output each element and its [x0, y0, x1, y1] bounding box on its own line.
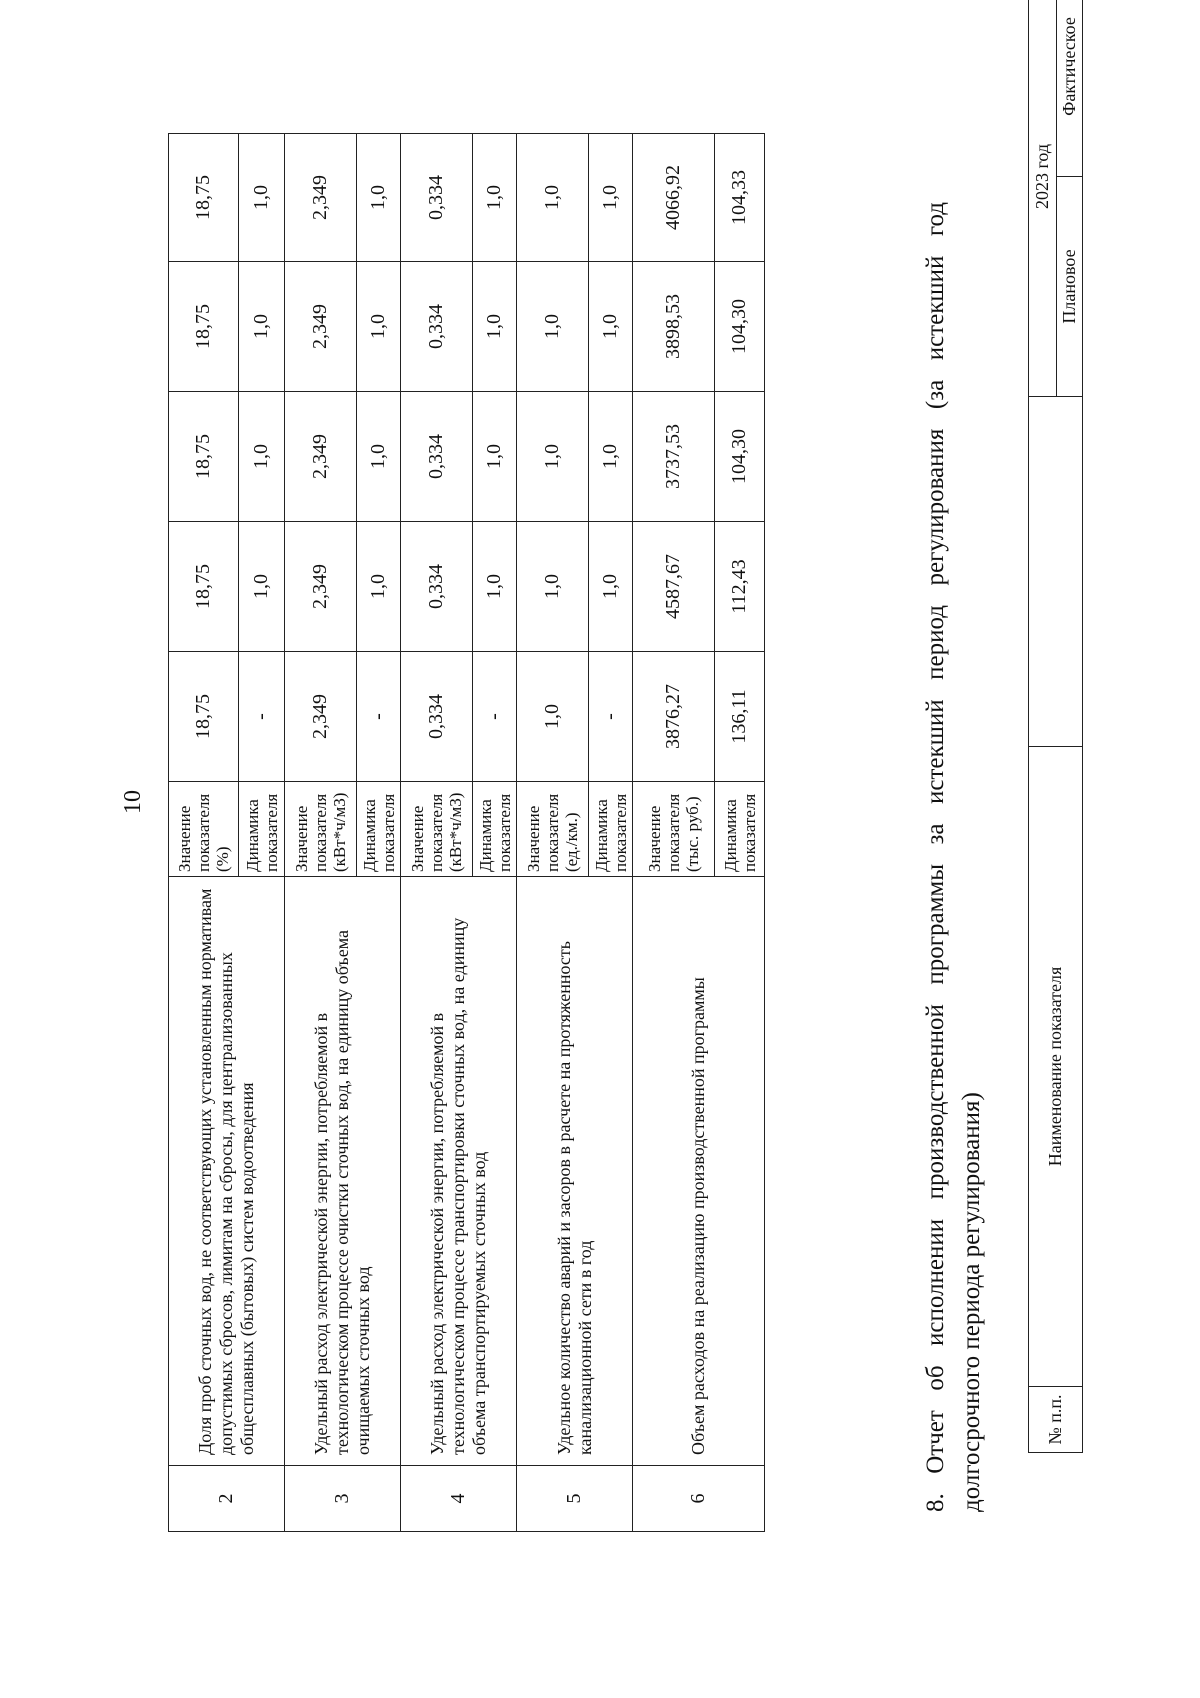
- indicator-value: 4066,92: [633, 134, 715, 262]
- indicator-value: 1,0: [239, 134, 285, 262]
- indicator-name: Удельное количество аварий и засоров в расчете на протяженность канализационной сети в год: [517, 877, 633, 1466]
- indicator-value: 1,0: [473, 134, 517, 262]
- header-num: № п.п.: [1029, 1387, 1083, 1453]
- indicator-unit: Динамика показателя: [473, 782, 517, 877]
- section-title: 8. Отчет об исполнении производственной программы за истекший период регулирования (за истекший год долгосрочного периода регулирования): [922, 202, 985, 1512]
- indicator-name: Удельный расход электрической энергии, потребляемой в технологическом процессе транспортировки сточных вод, на единицу объема транспортируемых сточных вод: [401, 877, 517, 1466]
- header-year: 2023 год: [1029, 0, 1057, 397]
- indicator-value: 18,75: [169, 652, 239, 782]
- indicator-value: 1,0: [589, 392, 633, 522]
- header-actual: Фактическое: [1057, 0, 1083, 177]
- indicator-value: 1,0: [589, 522, 633, 652]
- indicator-value: 0,334: [401, 392, 473, 522]
- indicator-value: 104,30: [715, 262, 765, 392]
- header-empty: [1029, 397, 1083, 747]
- row-number: 5: [517, 1466, 633, 1532]
- indicator-value: 0,334: [401, 522, 473, 652]
- indicators-table: [168, 133, 765, 1532]
- indicator-name: Удельный расход электрической энергии, потребляемой в технологическом процессе очистки сточных вод, на единицу объема очищаемых сточных вод: [285, 877, 401, 1466]
- indicator-value: 1,0: [517, 522, 589, 652]
- indicator-value: 3898,53: [633, 262, 715, 392]
- header-planned: Плановое: [1057, 177, 1083, 397]
- indicator-value: 18,75: [169, 134, 239, 262]
- indicator-value: 104,30: [715, 392, 765, 522]
- indicator-value: -: [473, 652, 517, 782]
- indicator-value: 1,0: [473, 522, 517, 652]
- indicator-value: 1,0: [589, 262, 633, 392]
- indicator-value: 3737,53: [633, 392, 715, 522]
- indicator-value: 2,349: [285, 392, 357, 522]
- report-header-table: [1028, 0, 1083, 1453]
- indicator-value: 3876,27: [633, 652, 715, 782]
- indicator-value: -: [357, 652, 401, 782]
- indicator-value: 1,0: [239, 522, 285, 652]
- indicator-unit: Значение показателя (%): [169, 782, 239, 877]
- table-row: [633, 134, 715, 1532]
- indicator-value: 1,0: [517, 392, 589, 522]
- indicator-value: 18,75: [169, 392, 239, 522]
- indicator-unit: Значение показателя (тыс. руб.): [633, 782, 715, 877]
- table-row: [517, 134, 589, 1532]
- indicator-value: 1,0: [239, 392, 285, 522]
- indicator-value: 1,0: [357, 134, 401, 262]
- indicator-value: 1,0: [517, 652, 589, 782]
- indicator-value: 136,11: [715, 652, 765, 782]
- indicator-unit: Динамика показателя: [589, 782, 633, 877]
- indicator-value: 2,349: [285, 134, 357, 262]
- indicator-value: 104,33: [715, 134, 765, 262]
- table-row: [169, 134, 239, 1532]
- indicator-value: 1,0: [473, 262, 517, 392]
- indicator-unit: Динамика показателя: [357, 782, 401, 877]
- table-row: [401, 134, 473, 1532]
- indicator-value: 0,334: [401, 652, 473, 782]
- indicator-value: 1,0: [589, 134, 633, 262]
- indicator-unit: Динамика показателя: [239, 782, 285, 877]
- indicator-unit: Значение показателя (кВт*ч/м3): [401, 782, 473, 877]
- indicator-value: 1,0: [357, 392, 401, 522]
- indicator-unit: Значение показателя (ед./км.): [517, 782, 589, 877]
- indicator-value: 1,0: [517, 134, 589, 262]
- indicator-value: 0,334: [401, 134, 473, 262]
- row-number: 3: [285, 1466, 401, 1532]
- indicator-value: 2,349: [285, 522, 357, 652]
- row-number: 6: [633, 1466, 765, 1532]
- indicator-unit: Значение показателя (кВт*ч/м3): [285, 782, 357, 877]
- indicator-value: 112,43: [715, 522, 765, 652]
- indicator-value: 1,0: [357, 522, 401, 652]
- indicator-name: Доля проб сточных вод, не соответствующих установленным нормативам допустимых сбросов, лимитам на сбросы, для централизованных общесплавных (бытовых) систем водоотведения: [169, 877, 285, 1466]
- indicator-value: 18,75: [169, 262, 239, 392]
- indicator-value: 4587,67: [633, 522, 715, 652]
- indicator-value: 2,349: [285, 652, 357, 782]
- indicator-value: 1,0: [357, 262, 401, 392]
- indicator-value: 1,0: [473, 392, 517, 522]
- row-number: 2: [169, 1466, 285, 1532]
- page-number: 10: [120, 790, 146, 814]
- indicator-value: 1,0: [517, 262, 589, 392]
- indicator-value: 0,334: [401, 262, 473, 392]
- indicator-value: -: [589, 652, 633, 782]
- table-row: [285, 134, 357, 1532]
- indicator-value: 18,75: [169, 522, 239, 652]
- indicator-value: 2,349: [285, 262, 357, 392]
- indicator-unit: Динамика показателя: [715, 782, 765, 877]
- indicator-name: Объем расходов на реализацию производственной программы: [633, 877, 765, 1466]
- header-name: Наименование показателя: [1029, 747, 1083, 1387]
- row-number: 4: [401, 1466, 517, 1532]
- indicator-value: -: [239, 652, 285, 782]
- indicator-value: 1,0: [239, 262, 285, 392]
